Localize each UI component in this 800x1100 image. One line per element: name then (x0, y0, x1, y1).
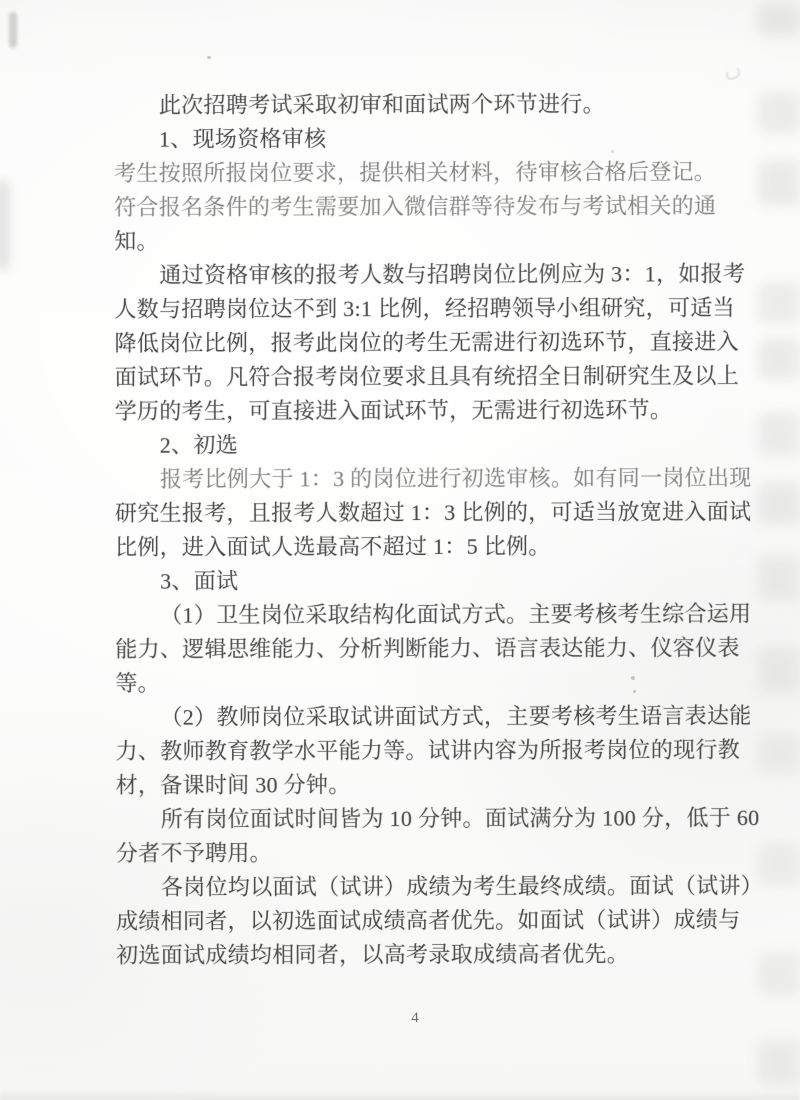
text-line: 等。 (115, 670, 161, 696)
text-line: 学历的考生，可直接进入面试环节，无需进行初选环节。 (114, 397, 673, 424)
scan-artifact (758, 648, 800, 694)
scan-artifact (758, 733, 800, 775)
scan-artifact (758, 282, 800, 324)
text-line: 材，备课时间 30 分钟。 (115, 772, 351, 798)
scan-artifact (0, 1090, 800, 1100)
scan-artifact (758, 1040, 800, 1086)
text-line: 比例，进入面试人选最高不超过 1：5 比例。 (115, 533, 551, 560)
text-line: 2、初选 (159, 432, 239, 458)
text-line: （2）教师岗位采取试讲面试方式，主要考核考生语言表达能 (160, 703, 752, 730)
scan-artifact (758, 483, 800, 525)
text-line: 1、现场资格审核 (158, 126, 327, 152)
text-line: 初选面试成绩均相同者，以高考录取成绩高者优先。 (116, 941, 630, 968)
text-line: 面试环节。凡符合报考岗位要求且具有统招全日制研究生及以上 (114, 363, 740, 390)
scan-artifact (758, 843, 800, 885)
text-line: 报考比例大于 1：3 的岗位进行初选审核。如有同一岗位出现 (159, 465, 752, 492)
scan-artifact (758, 953, 800, 995)
text-line: 符合报名条件的考生需要加入微信群等待发布与考试相关的通 (114, 193, 717, 220)
text-line: 分者不予聘用。 (115, 840, 272, 866)
scan-artifact (0, 180, 10, 270)
scan-speckle (207, 56, 211, 59)
scan-artifact (758, 555, 800, 601)
text-line: 所有岗位面试时间皆为 10 分钟。面试满分为 100 分，低于 60 (160, 805, 760, 832)
text-line: 3、面试 (160, 568, 239, 594)
scan-artifact (758, 412, 800, 456)
scan-artifact (758, 92, 800, 134)
text-line: 研究生报考，且报考人数超过 1：3 比例的，可适当放宽进入面试 (114, 499, 752, 526)
text-line: 力、教师教育教学水平能力等。试讲内容为所报考岗位的现行教 (115, 737, 741, 764)
scan-artifact (758, 338, 800, 380)
text-line: 考生按照所报岗位要求，提供相关材料，待审核合格后登记。 (114, 159, 717, 186)
scan-artifact (725, 66, 742, 81)
scan-artifact (9, 12, 17, 48)
text-line: 各岗位均以面试（试讲）成绩为考生最终成绩。面试（试讲） (160, 873, 764, 900)
text-line: 此次招聘考试采取初审和面试两个环节进行。 (158, 91, 605, 118)
scan-artifact (758, 2, 800, 36)
text-line: 降低岗位比例，报考此岗位的考生无需进行初选环节，直接进入 (114, 329, 739, 356)
text-line: 能力、逻辑思维能力、分析判断能力、语言表达能力、仪容仪表 (115, 635, 740, 662)
text-line: 人数与招聘岗位达不到 3:1 比例，经招聘领导小组研究，可适当 (114, 295, 735, 322)
document-body (114, 87, 764, 973)
text-line: 通过资格审核的报考人数与招聘岗位比例应为 3：1，如报考 (159, 261, 746, 288)
scan-artifact (758, 160, 800, 206)
text-line: 知。 (114, 228, 159, 254)
text-line: （1）卫生岗位采取结构化面试方式。主要考核考生综合运用 (160, 601, 752, 628)
page-number: 4 (411, 1010, 419, 1026)
text-line: 成绩相同者，以初选面试成绩高者优先。如面试（试讲）成绩与 (115, 907, 741, 934)
